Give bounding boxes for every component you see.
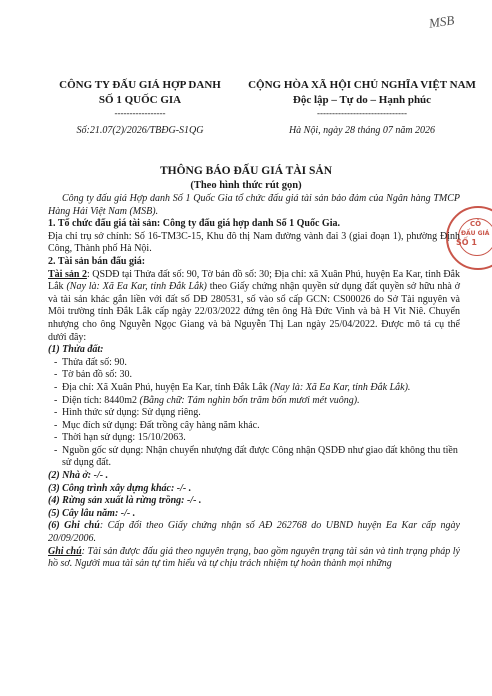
asset-text-2: theo Giấy chứng nhận quyền sử dụng đất quyền sở hữu nhà ở và tài sản khác gắn liền với đất số DĐ 280531, số vào sổ cấp GCN: CS00026 do Sở Tài nguyên và Môi trường tỉnh Đắk Lắk cấp ngày 22/03/2022 đứng tên ông Hà Đức Vinh và bà H Vit Niê. Chuyển nhượng cho ông Nguyễn Ngọc Giang và bà Nguyễn Thị Lan ngày 25/04/2022. Được mô tả cụ thể dưới đây: xyxy=(48,281,461,343)
item-house: (2) Nhà ở: -/- . xyxy=(48,470,109,482)
header-right xyxy=(244,78,480,138)
document-title-block xyxy=(0,164,492,193)
section1-address: Địa chỉ trụ sở chính: Số 16-TM3C-15, Khu đô thị Nam đường vành đai 3 (giai đoạn 1), phường Định Công, Thành phố Hà Nội. xyxy=(48,230,460,255)
document-title: THÔNG BÁO ĐẤU GIÁ TÀI SẢN xyxy=(160,165,332,177)
list-item: - Hình thức sử dụng: Sử dụng riêng. xyxy=(54,407,201,419)
item-perennial-trees: (5) Cây lâu năm: -/- . xyxy=(48,507,136,519)
reference-number: Số:21.07(2)/2026/TBĐG-S1QG xyxy=(76,125,204,136)
section1-heading: 1. Tổ chức đấu giá tài sản: Công ty đấu giá hợp danh Số 1 Quốc Gia. xyxy=(48,218,340,230)
header-right-rule: ------------------------------ xyxy=(317,108,407,118)
national-title: CỘNG HÒA XÃ HỘI CHỦ NGHĨA VIỆT NAM xyxy=(248,79,476,91)
asset-paragraph xyxy=(48,269,460,345)
item-note-6: (6) Ghi chú: Cấp đổi theo Giấy chứng nhận số AĐ 262768 do UBND huyện Ea Kar cấp ngày 20/09/2006. xyxy=(48,520,460,545)
document-subtitle: (Theo hình thức rút gọn) xyxy=(190,180,302,191)
list-item: - Thời hạn sử dụng: 15/10/2063. xyxy=(54,432,186,444)
list-item: - Mục đích sử dụng: Đất trồng cây hàng năm khác. xyxy=(54,419,260,431)
issue-date: Hà Nội, ngày 28 tháng 07 năm 2026 xyxy=(288,125,436,136)
header-left-rule: ----------------- xyxy=(114,108,166,118)
list-item: - Tờ bản đồ số: 30. xyxy=(54,369,133,381)
company-name-line2: SỐ 1 QUỐC GIA xyxy=(98,94,182,106)
stamp-line1: ĐẤU GIÁ xyxy=(461,230,490,237)
item-forest: (4) Rừng sản xuất là rừng trồng: -/- . xyxy=(48,495,202,507)
list-item: - Nguồn gốc sử dụng: Nhận chuyển nhượng đất được Công nhận QSDĐ như giao đất không thu tiền sử dụng đất. xyxy=(54,444,458,469)
address-item: - Địa chỉ: Xã Xuân Phú, huyện Ea Kar, tỉnh Đắk Lắk (Nay là: Xã Ea Kar, tỉnh Đắk Lắk). xyxy=(54,381,411,393)
asset-label: Tài sản 2 xyxy=(48,268,87,280)
header-left xyxy=(40,78,240,138)
land-heading: (1) Thửa đất: xyxy=(48,344,104,356)
national-motto: Độc lập – Tự do – Hạnh phúc xyxy=(292,94,432,106)
list-item: - Thửa đất số: 90. xyxy=(54,356,127,368)
area-item: - Diện tích: 8440m2 (Bằng chữ: Tám nghìn bốn trăm bốn mươi mét vuông). xyxy=(54,394,360,406)
document-body xyxy=(48,193,460,571)
item-other-construction: (3) Công trình xây dựng khác: -/- . xyxy=(48,482,192,494)
asset-text-1: : QSDĐ tại Thửa đất số: 90, Tờ bản đồ số: 30; Địa chỉ: xã Xuân Phú, huyện Ea Kar, tỉnh Đắk Lắk xyxy=(48,268,460,293)
asset-text-italic: (Nay là: Xã Ea Kar, tỉnh Đắk Lắk) xyxy=(66,281,207,293)
general-note: Ghi chú: Tài sản được đấu giá theo nguyên trạng, bao gồm nguyên trạng tài sản và tình trạng pháp lý hồ sơ. Người mua tài sản tự tìm hiểu và tự chịu trách nhiệm tự hoàn thành mọi những xyxy=(48,545,460,570)
intro-paragraph: Công ty đấu giá Hợp danh Số 1 Quốc Gia tổ chức đấu giá tài sản bảo đảm của Ngân hàng TMCP Hàng Hải Việt Nam (MSB). xyxy=(48,193,460,217)
stamp-partial-text: CÔ xyxy=(470,220,482,228)
stamp-line2: SỐ 1 xyxy=(456,238,477,247)
section2-heading: 2. Tài sản bán đấu giá: xyxy=(48,255,146,267)
company-name-line1: CÔNG TY ĐẤU GIÁ HỢP DANH xyxy=(59,79,221,91)
handwritten-mark: MSB xyxy=(427,12,455,31)
document-header xyxy=(0,78,492,158)
